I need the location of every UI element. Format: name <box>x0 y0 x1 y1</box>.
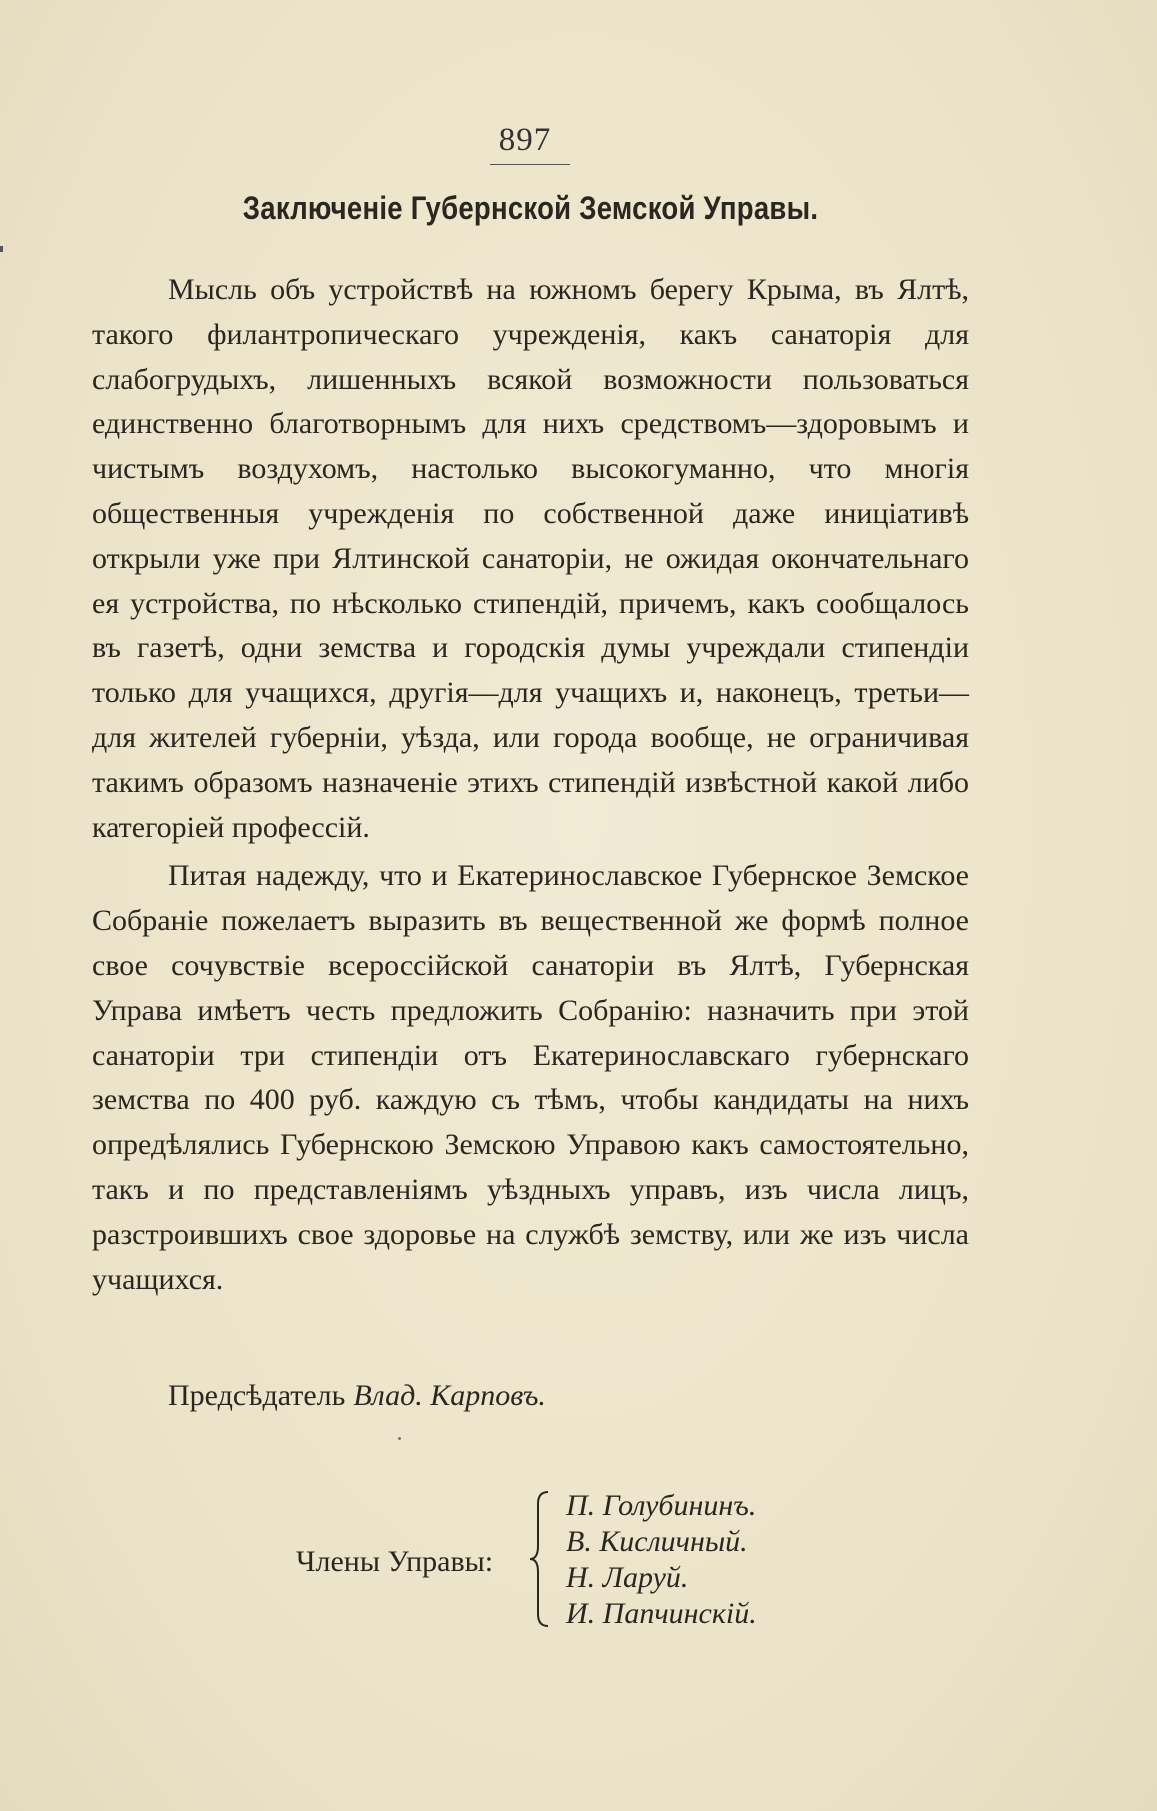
chairman-line <box>168 1379 546 1413</box>
member-name: И. Папчинскій. <box>566 1597 757 1630</box>
paragraph-2: Питая надежду, что и Екатеринославское Губернское Земское Собраніе пожелаетъ выразить въ вещественной же формѣ полное свое сочувствіе всероссійской санаторіи въ Ялтѣ, Губернская Управа имѣетъ честь предложить Собранію: назначить при этой санаторіи три стипендіи отъ Екатеринославскаго губернскаго земства по 400 руб. каждую съ тѣмъ, чтобы кандидаты на нихъ опредѣлялись Губернскою Земскою Управою какъ самостоятельно, такъ и по представленіямъ уѣздныхъ управъ, изъ числа лицъ, разстроившихъ свое здоровье на службѣ земству, или же изъ числа учащихся. <box>92 859 969 1296</box>
member-name: Н. Ларуй. <box>566 1561 689 1594</box>
chairman-label: Предсѣдатель <box>168 1379 346 1412</box>
curly-brace <box>528 1490 552 1628</box>
margin-mark <box>0 246 3 252</box>
page-number: 897 <box>498 122 552 158</box>
member-name: П. Голубининъ. <box>566 1489 757 1522</box>
members-list <box>566 1488 757 1632</box>
page-number-rule <box>490 164 570 165</box>
ink-speck <box>398 1437 401 1440</box>
section-title: Заключеніе Губернской Земской Управы. <box>242 190 819 226</box>
member-name: В. Кисличный. <box>566 1525 748 1558</box>
chairman-signature: Влад. Карповъ. <box>353 1379 546 1412</box>
body-text <box>92 268 969 1302</box>
paragraph-1: Мысль объ устройствѣ на южномъ берегу Крыма, въ Ялтѣ, такого филантропическаго учрежденія, какъ санаторія для слабогрудыхъ, лишенныхъ всякой возможности пользоваться единственно благотворнымъ для нихъ средствомъ—здоровымъ и чистымъ воздухомъ, настолько высокогуманно, что многія общественныя учрежденія по собственной даже иниціативѣ открыли уже при Ялтинской санаторіи, не ожидая окончательнаго ея устройства, по нѣсколько стипендій, причемъ, какъ сообщалось въ газетѣ, одни земства и городскія думы учреждали стипендіи только для учащихся, другія—для учащихъ и, наконецъ, третьи—для жителей губерніи, уѣзда, или города вообще, не ограничивая такимъ образомъ назначеніе этихъ стипендій извѣстной какой либо категоріей профессій. <box>92 273 969 844</box>
members-label: Члены Управы: <box>296 1545 494 1578</box>
